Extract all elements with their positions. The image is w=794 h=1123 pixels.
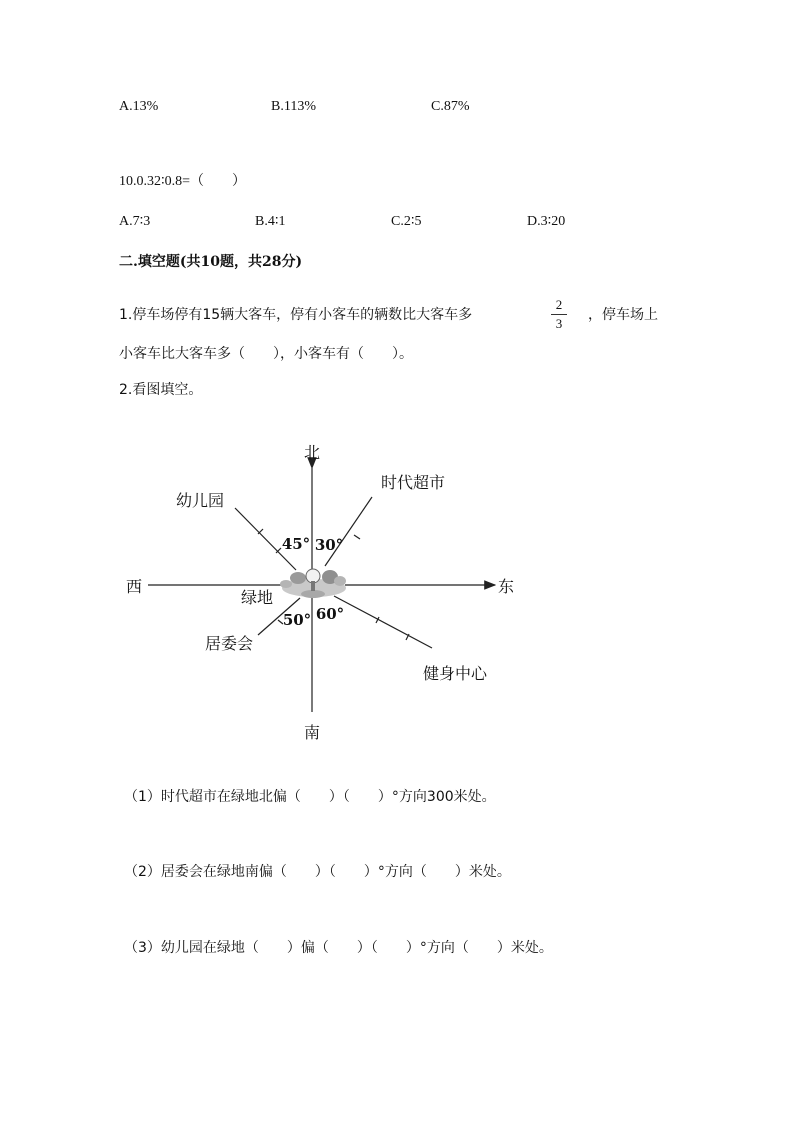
committee-label: 居委会	[204, 634, 254, 653]
angle-sw-label: 50°	[282, 611, 312, 629]
fitness-ray	[334, 596, 432, 648]
west-label: 西	[125, 577, 143, 596]
supermarket-ray	[325, 497, 372, 566]
fraction-denominator: 3	[555, 316, 563, 331]
q10-option-d: D.3∶20	[527, 214, 566, 229]
sub-question-3: （3）幼儿园在绿地（ ）偏（ ）（ ）°方向（ ）米处。	[124, 940, 553, 956]
supermarket-label: 时代超市	[380, 473, 446, 492]
fitness-label: 健身中心	[422, 664, 488, 683]
north-label: 北	[303, 443, 321, 462]
angle-se-label: 60°	[315, 605, 345, 623]
sub-question-1: （1）时代超市在绿地北偏（ ）（ ）°方向300米处。	[124, 789, 496, 805]
q9-option-b: B.113%	[271, 99, 316, 114]
q10-option-a: A.7∶3	[119, 214, 151, 229]
q1-line1-tail: ，停车场上	[588, 307, 658, 323]
q10-option-c: C.2∶5	[391, 214, 422, 229]
q1-line2-text: 小客车比大客车多（ ），小客车有（ ）。	[119, 346, 413, 362]
fraction-numerator: 2	[555, 297, 563, 312]
supermarket-tick	[354, 535, 360, 539]
angle-ne-label: 30°	[314, 536, 344, 554]
park-icon	[280, 569, 346, 598]
q1-line1-text: 1.停车场停有15辆大客车，停有小客车的辆数比大客车多	[119, 307, 473, 323]
angle-nw-label: 45°	[281, 535, 311, 553]
q9-option-c: C.87%	[431, 99, 470, 114]
q9-option-a: A.13%	[119, 99, 159, 114]
q10-option-b: B.4∶1	[255, 214, 286, 229]
section-heading: 二.填空题(共10题，共28分)	[119, 254, 303, 270]
q2-stem: 2.看图填空。	[119, 382, 203, 398]
q10-stem: 10.0.32∶0.8=（ ）	[119, 174, 247, 189]
center-label: 绿地	[240, 588, 274, 607]
kindergarten-label: 幼儿园	[175, 491, 225, 510]
east-label: 东	[497, 577, 515, 596]
south-label: 南	[303, 723, 321, 742]
sub-question-2: （2）居委会在绿地南偏（ ）（ ）°方向（ ）米处。	[124, 864, 511, 880]
